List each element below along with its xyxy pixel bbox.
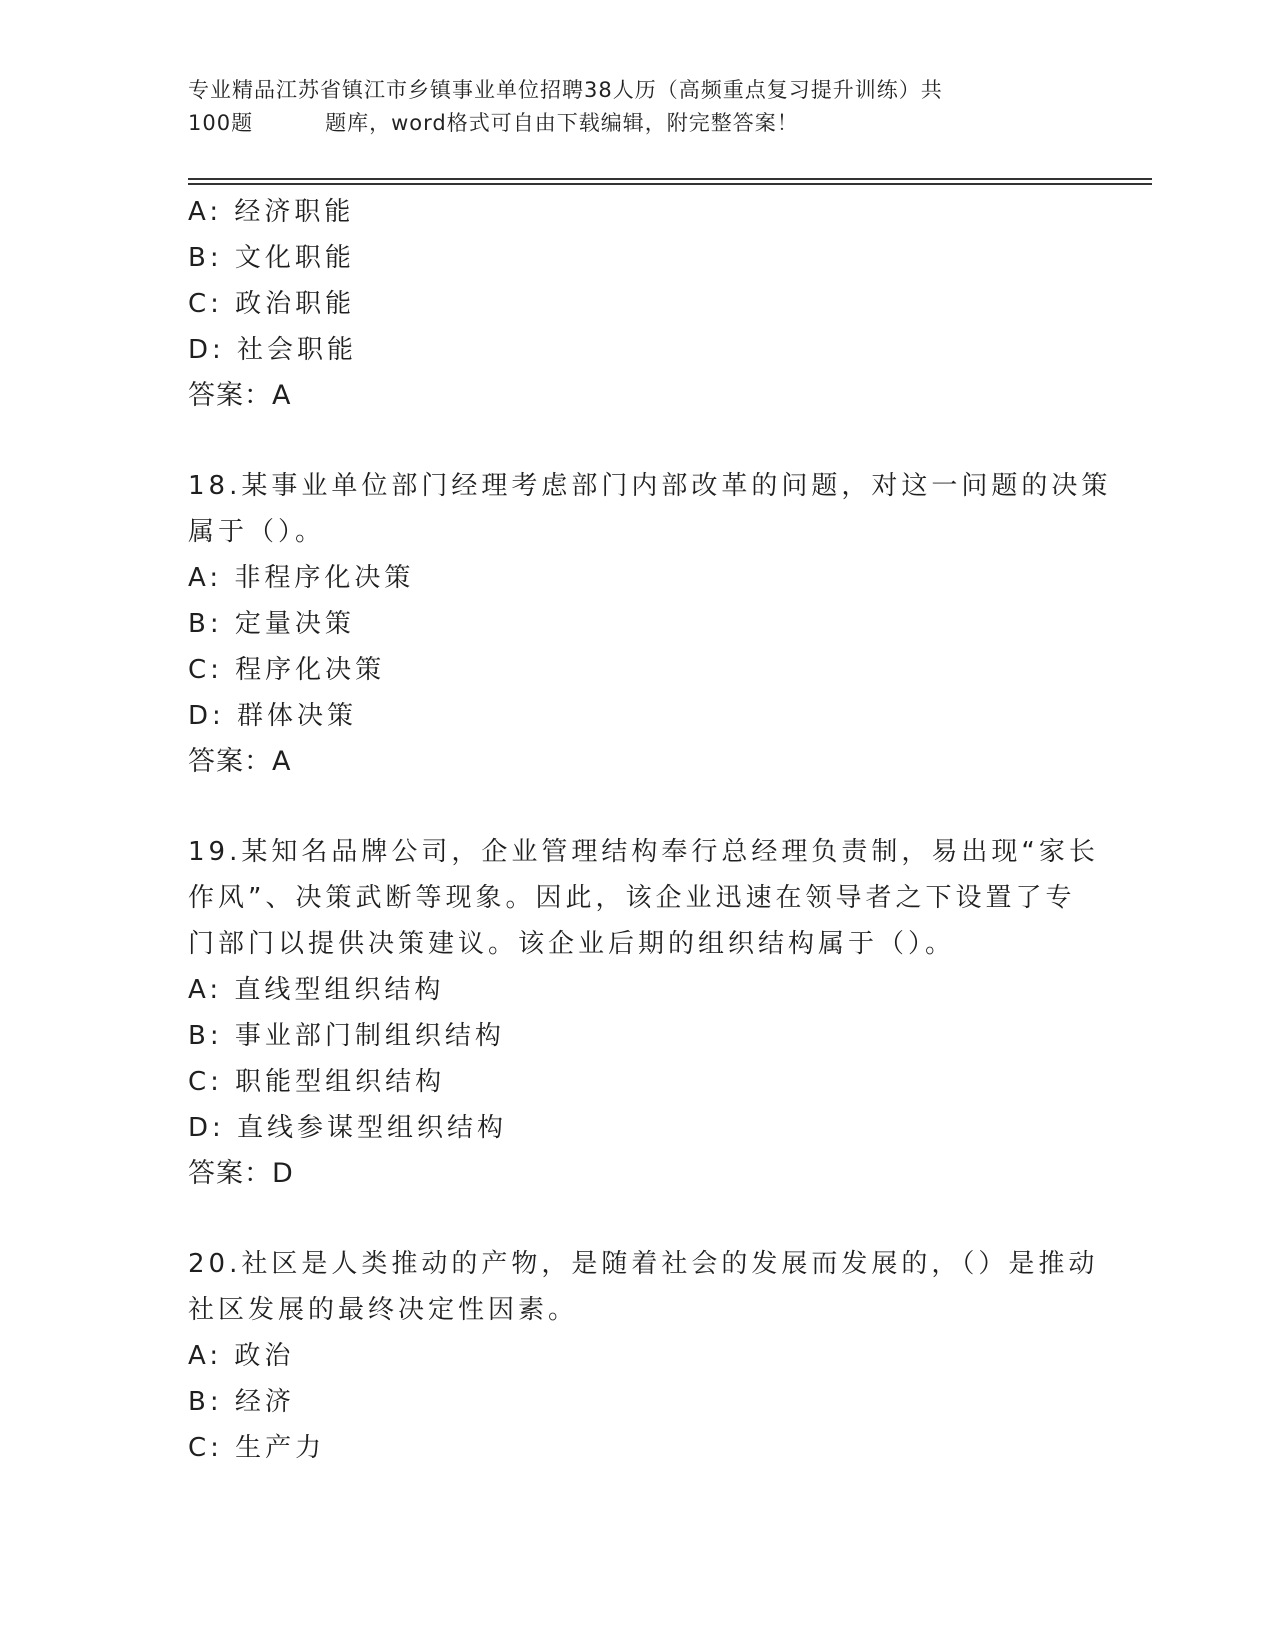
- option-d: D: 群体决策: [188, 701, 358, 731]
- option-b: B: 文化职能: [188, 243, 355, 273]
- option-a: A: 直线型组织结构: [188, 975, 445, 1005]
- answer: 答案：D: [188, 1158, 294, 1189]
- question-text-line: 18.某事业单位部门经理考虑部门内部改革的问题，对这一问题的决策: [188, 471, 1112, 501]
- option-b: B: 定量决策: [188, 609, 355, 639]
- page-header: [188, 74, 1088, 140]
- question-text-line: 19.某知名品牌公司，企业管理结构奉行总经理负责制，易出现“家长: [188, 837, 1099, 867]
- header-divider-top: [188, 178, 1152, 180]
- question-17: [188, 189, 1088, 419]
- option-d: D: 直线参谋型组织结构: [188, 1113, 508, 1143]
- option-a: A: 经济职能: [188, 197, 355, 227]
- header-question-count: 100题: [188, 111, 254, 135]
- question-19: [188, 829, 1099, 1197]
- option-a: A: 政治: [188, 1341, 295, 1371]
- question-20: [188, 1241, 1099, 1471]
- answer: 答案：A: [188, 380, 292, 411]
- header-description: 题库，word格式可自由下载编辑，附完整答案！: [325, 111, 799, 135]
- header-title-line2: [188, 107, 1088, 140]
- header-title-line1: 专业精品江苏省镇江市乡镇事业单位招聘38人历（高频重点复习提升训练）共: [188, 78, 943, 102]
- question-18: [188, 463, 1112, 785]
- question-list: [188, 189, 1112, 1471]
- option-c: C: 政治职能: [188, 289, 356, 319]
- option-d: D: 社会职能: [188, 335, 358, 365]
- question-text-line: 属于（）。: [188, 517, 326, 547]
- question-text-line: 作风”、决策武断等现象。因此，该企业迅速在领导者之下设置了专: [188, 883, 1076, 913]
- option-b: B: 经济: [188, 1387, 295, 1417]
- option-b: B: 事业部门制组织结构: [188, 1021, 505, 1051]
- option-c: C: 程序化决策: [188, 655, 386, 685]
- answer: 答案：A: [188, 746, 292, 777]
- question-text-line: 门部门以提供决策建议。该企业后期的组织结构属于（）。: [188, 929, 956, 959]
- option-c: C: 生产力: [188, 1433, 326, 1463]
- option-a: A: 非程序化决策: [188, 563, 415, 593]
- option-c: C: 职能型组织结构: [188, 1067, 446, 1097]
- question-text-line: 社区发展的最终决定性因素。: [188, 1295, 579, 1325]
- question-text-line: 20.社区是人类推动的产物，是随着社会的发展而发展的，（）是推动: [188, 1249, 1099, 1279]
- header-divider-bottom: [188, 183, 1152, 185]
